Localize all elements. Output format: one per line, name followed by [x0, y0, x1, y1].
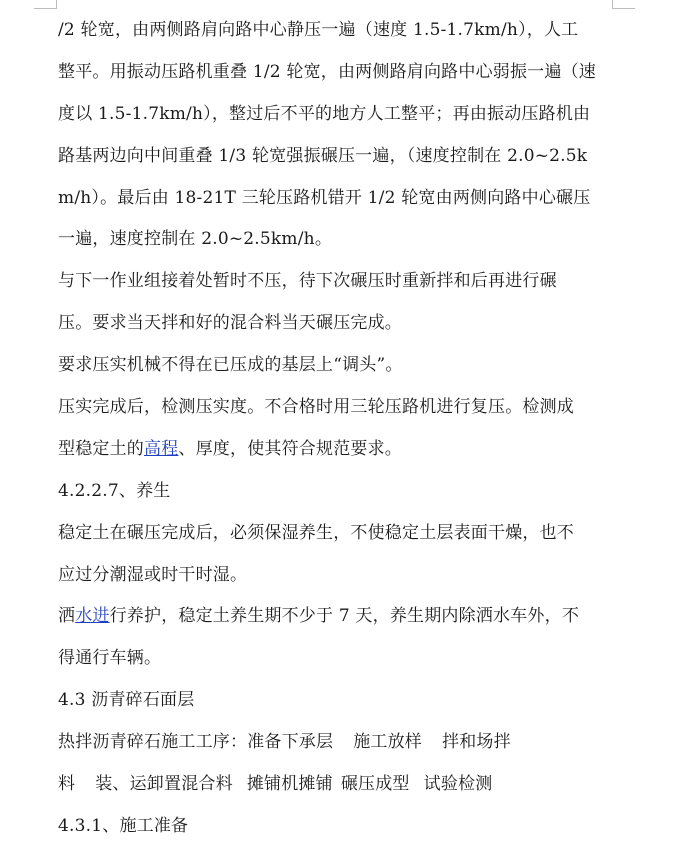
process-step: 热拌沥青碎石施工工序：准备下承层 [58, 732, 334, 753]
text-line: 应过分潮湿或时干时湿。 [58, 564, 248, 585]
text-line: 与下一作业组接着处暂时不压，待下次碾压时重新拌和后再进行碾 [58, 271, 557, 292]
water-link[interactable]: 水进 [75, 606, 110, 627]
process-step: 拌和场拌 [442, 732, 511, 753]
text-line: 得通行车辆。 [58, 648, 162, 669]
page-corner-mark-right [612, 0, 635, 9]
text-line: 压实完成后，检测压实度。不合格时用三轮压路机进行复压。检测成 [58, 397, 574, 418]
text-line: 路基两边向中间重叠 1/3 轮宽强振碾压一遍，（速度控制在 2.0~2.5k [58, 145, 588, 166]
text-run: 型稳定土的 [58, 438, 144, 459]
text-line: 度以 1.5-1.7km/h），整过后不平的地方人工整平；再由振动压路机由 [58, 103, 591, 124]
text-line: /2 轮宽，由两侧路肩向路中心静压一遍（速度 1.5-1.7km/h），人工 [58, 20, 579, 40]
process-step: 试验检测 [423, 774, 493, 795]
section-heading: 4.2.2.7、养生 [58, 480, 171, 501]
text-line: 压。要求当天拌和好的混合料当天碾压完成。 [58, 313, 402, 334]
text-run: 、厚度，使其符合规范要求。 [178, 438, 403, 459]
process-step: 施工放样 [353, 732, 423, 753]
text-line: 整平。用振动压路机重叠 1/2 轮宽，由两侧路肩向路中心弱振一遍（速 [58, 61, 596, 82]
text-run: 行养护，稳定土养生期不少于 7 天，养生期内除洒水车外，不 [109, 606, 580, 627]
section-heading: 4.3 沥青碎石面层 [58, 690, 195, 711]
document-page [58, 10, 658, 848]
process-step: 碾压成型 [340, 774, 410, 795]
text-line: m/h）。最后由 18-21T 三轮压路机错开 1/2 轮宽由两侧向路中心碾压 [58, 187, 591, 208]
text-line [58, 429, 658, 471]
process-step: 料 [58, 774, 76, 795]
text-line [58, 596, 658, 638]
text-line: 要求压实机械不得在已压成的基层上“调头”。 [58, 355, 403, 376]
process-step: 装、运卸置混合料 [95, 774, 233, 795]
text-run: 洒 [58, 606, 76, 627]
process-steps-line [58, 722, 658, 764]
process-steps-line [58, 764, 658, 806]
text-line: 一遍，速度控制在 2.0~2.5km/h。 [58, 229, 333, 250]
elevation-link[interactable]: 高程 [144, 438, 179, 459]
page-corner-mark-left [34, 0, 57, 9]
text-line: 稳定土在碾压完成后，必须保湿养生，不使稳定土层表面干燥，也不 [58, 522, 574, 543]
process-step: 摊铺机摊铺 [246, 774, 333, 795]
section-heading: 4.3.1、施工准备 [58, 815, 189, 836]
